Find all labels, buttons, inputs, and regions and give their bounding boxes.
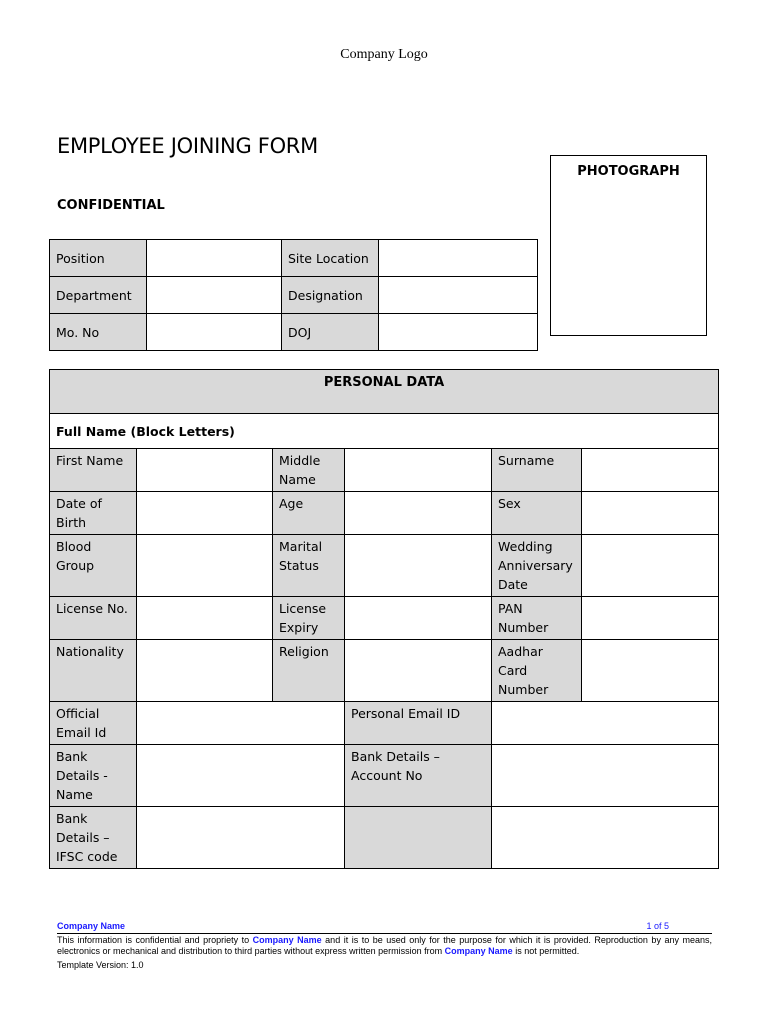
department-field[interactable]	[147, 277, 282, 314]
site-location-label: Site Location	[282, 240, 379, 277]
doj-label: DOJ	[282, 314, 379, 351]
aadhar-label: Aadhar Card Number	[492, 640, 582, 702]
bank-account-field[interactable]	[492, 745, 719, 807]
bank-name-label: Bank Details - Name	[50, 745, 137, 807]
disclaimer-part-3: is not permitted.	[512, 946, 580, 956]
footer-header	[57, 921, 712, 934]
empty-field-cell[interactable]	[492, 807, 719, 869]
middle-name-field[interactable]	[345, 449, 492, 492]
disclaimer-part-1: This information is confidential and propriety to	[57, 935, 253, 945]
department-label: Department	[50, 277, 147, 314]
template-version: Template Version: 1.0	[57, 960, 144, 970]
first-name-label: First Name	[50, 449, 137, 492]
age-field[interactable]	[345, 492, 492, 535]
personal-data-table	[49, 369, 719, 869]
footer-disclaimer	[57, 935, 712, 957]
job-details-table	[49, 239, 538, 351]
middle-name-label: Middle Name	[273, 449, 345, 492]
license-expiry-field[interactable]	[345, 597, 492, 640]
designation-label: Designation	[282, 277, 379, 314]
designation-field[interactable]	[379, 277, 538, 314]
confidential-label: CONFIDENTIAL	[57, 198, 165, 213]
wedding-date-label: Wedding Anniversary Date	[492, 535, 582, 597]
religion-label: Religion	[273, 640, 345, 702]
footer-company-name: Company Name	[57, 921, 126, 931]
license-expiry-label: License Expiry	[273, 597, 345, 640]
surname-field[interactable]	[582, 449, 719, 492]
aadhar-field[interactable]	[582, 640, 719, 702]
blood-group-label: Blood Group	[50, 535, 137, 597]
personal-email-label: Personal Email ID	[345, 702, 492, 745]
position-label: Position	[50, 240, 147, 277]
bank-account-label: Bank Details – Account No	[345, 745, 492, 807]
sex-field[interactable]	[582, 492, 719, 535]
empty-label-cell	[345, 807, 492, 869]
nationality-field[interactable]	[137, 640, 273, 702]
doj-field[interactable]	[379, 314, 538, 351]
position-field[interactable]	[147, 240, 282, 277]
mobile-field[interactable]	[147, 314, 282, 351]
official-email-field[interactable]	[137, 702, 345, 745]
pan-field[interactable]	[582, 597, 719, 640]
license-no-field[interactable]	[137, 597, 273, 640]
photograph-label: PHOTOGRAPH	[577, 164, 680, 179]
wedding-date-field[interactable]	[582, 535, 719, 597]
marital-status-label: Marital Status	[273, 535, 345, 597]
bank-name-field[interactable]	[137, 745, 345, 807]
page-footer	[57, 921, 712, 971]
religion-field[interactable]	[345, 640, 492, 702]
license-no-label: License No.	[50, 597, 137, 640]
bank-ifsc-field[interactable]	[137, 807, 345, 869]
bank-ifsc-label: Bank Details – IFSC code	[50, 807, 137, 869]
pan-label: PAN Number	[492, 597, 582, 640]
photograph-box[interactable]	[550, 155, 707, 336]
personal-data-heading: PERSONAL DATA	[50, 370, 719, 414]
company-logo-text: Company Logo	[340, 47, 428, 62]
disclaimer-company-name-2: Company Name	[444, 946, 513, 956]
surname-label: Surname	[492, 449, 582, 492]
page-title: EMPLOYEE JOINING FORM	[57, 134, 318, 158]
age-label: Age	[273, 492, 345, 535]
blood-group-field[interactable]	[137, 535, 273, 597]
marital-status-field[interactable]	[345, 535, 492, 597]
page-number: 1 of 5	[646, 921, 669, 931]
official-email-label: Official Email Id	[50, 702, 137, 745]
dob-field[interactable]	[137, 492, 273, 535]
mobile-label: Mo. No	[50, 314, 147, 351]
personal-email-field[interactable]	[492, 702, 719, 745]
disclaimer-part-2: and it is to be used only for the purpose for which it is provided. Reproduction by any means, electronics or mechanical and distribution to third parties without express written permission from	[57, 935, 712, 956]
disclaimer-company-name-1: Company Name	[252, 935, 322, 945]
full-name-label: Full Name (Block Letters)	[50, 414, 719, 449]
site-location-field[interactable]	[379, 240, 538, 277]
first-name-field[interactable]	[137, 449, 273, 492]
sex-label: Sex	[492, 492, 582, 535]
nationality-label: Nationality	[50, 640, 137, 702]
dob-label: Date of Birth	[50, 492, 137, 535]
